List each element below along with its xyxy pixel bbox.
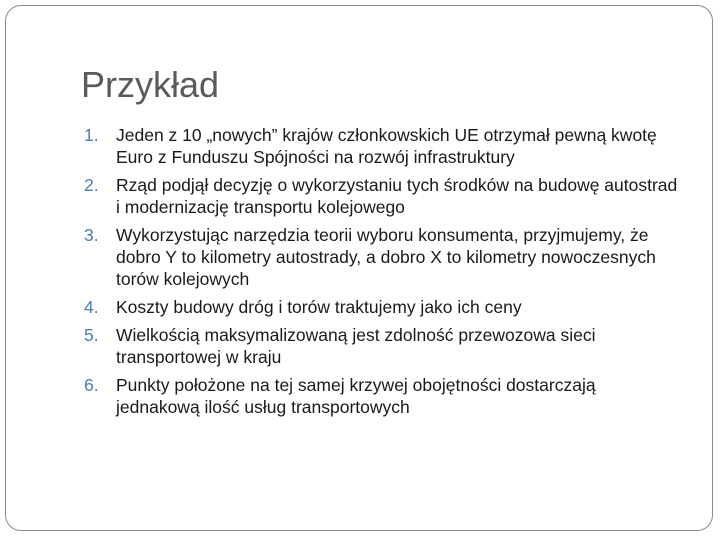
item-text: Wielkością maksymalizowaną jest zdolność przewozowa sieci transportowej w kraju <box>116 325 596 367</box>
slide <box>5 5 713 531</box>
item-text: Wykorzystując narzędzia teorii wyboru konsumenta, przyjmujemy, że dobro Y to kilometry autostrady, a dobro X to kilometry nowoczesnych torów kolejowych <box>116 225 656 289</box>
slide-title: Przykład <box>81 64 220 105</box>
item-text: Rząd podjął decyzję o wykorzystaniu tych środków na budowę autostrad i modernizację transportu kolejowego <box>116 175 678 217</box>
item-text: Jeden z 10 „nowych” krajów członkowskich UE otrzymał pewną kwotę Euro z Funduszu Spójności na rozwój infrastruktury <box>116 125 657 167</box>
item-number: 5. <box>84 325 99 345</box>
list-item <box>81 124 681 168</box>
numbered-list <box>81 124 681 424</box>
list-item <box>81 324 681 368</box>
list-item <box>81 224 681 290</box>
item-text: Punkty położone na tej samej krzywej obojętności dostarczają jednakową ilość usług transportowych <box>116 375 596 417</box>
item-number: 2. <box>84 175 99 195</box>
list-item <box>81 374 681 418</box>
item-number: 3. <box>84 225 99 245</box>
item-number: 4. <box>84 297 99 317</box>
item-number: 6. <box>84 375 99 395</box>
item-number: 1. <box>84 125 99 145</box>
list-item <box>81 174 681 218</box>
item-text: Koszty budowy dróg i torów traktujemy jako ich ceny <box>116 297 522 317</box>
list-item <box>81 296 681 318</box>
